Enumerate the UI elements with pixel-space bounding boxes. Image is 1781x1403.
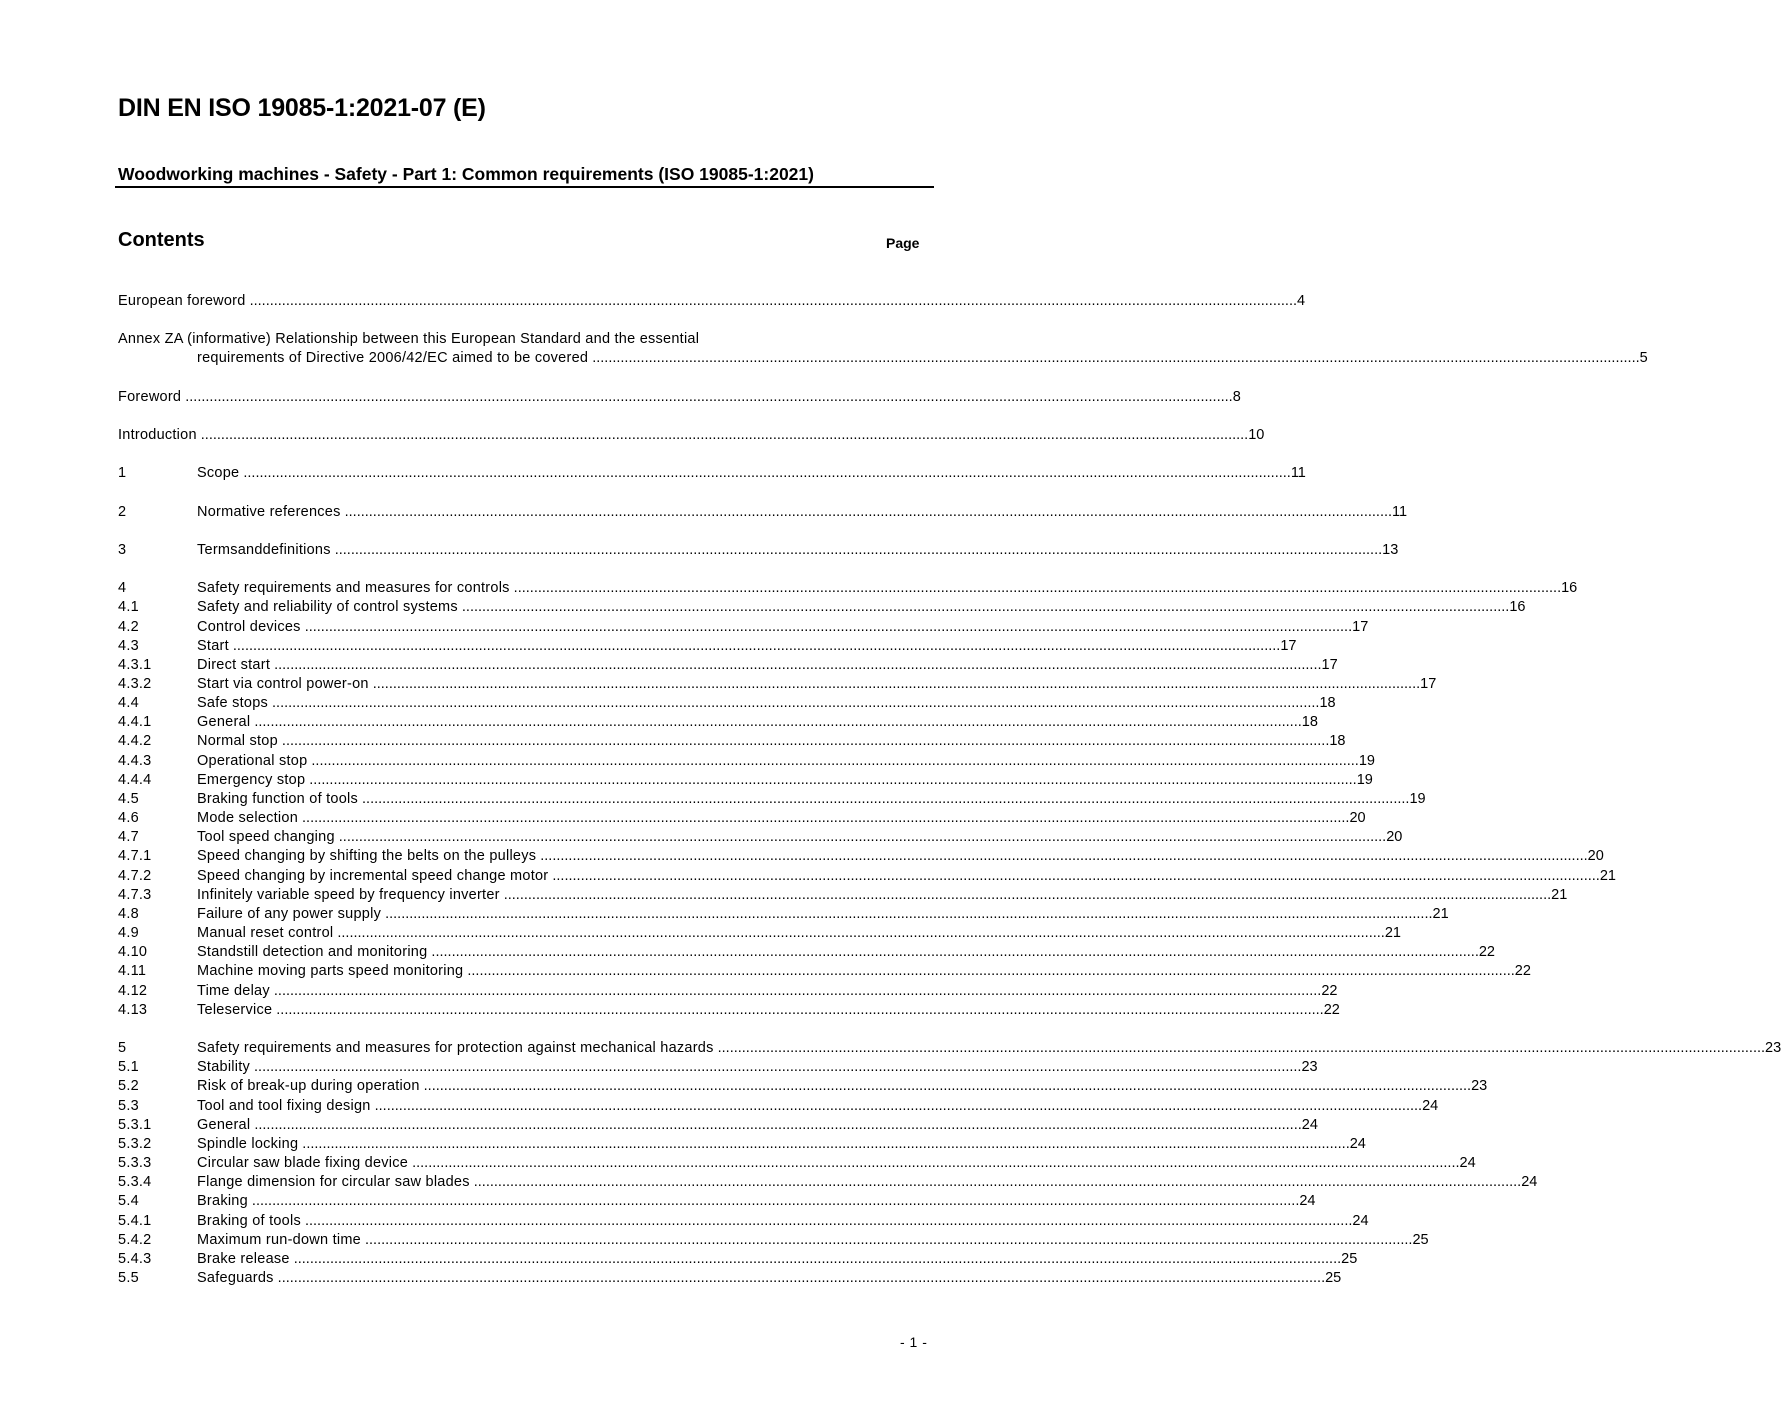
toc-entry[interactable] xyxy=(118,713,1318,732)
toc-entry-page: 16 xyxy=(1561,580,1578,596)
toc-entry-page: 21 xyxy=(1599,868,1616,884)
toc-entry-number: 4.12 xyxy=(118,983,148,999)
toc-entry-page: 24 xyxy=(1459,1155,1476,1171)
toc-entry-page: 18 xyxy=(1319,695,1336,711)
toc-entry[interactable] xyxy=(118,694,1336,713)
toc-entry-number: 4.7.3 xyxy=(118,887,152,903)
toc-entry[interactable] xyxy=(118,809,1366,828)
toc-entry-line xyxy=(118,330,921,349)
toc-entry-number: 4.7 xyxy=(118,829,139,845)
contents-heading: Contents xyxy=(118,229,205,251)
toc-entry-page: 18 xyxy=(1301,714,1318,730)
toc-entry-line xyxy=(197,503,1408,522)
toc-entry-line xyxy=(197,1212,1369,1231)
toc-entry-number: 5.5 xyxy=(118,1270,139,1286)
toc-dot-leader: .................................................................................................................................................................................................................................................................... xyxy=(592,350,1640,366)
toc-entry-title: Emergency stop xyxy=(197,771,309,790)
toc-entry-title: Failure of any power supply xyxy=(197,905,385,924)
toc-entry[interactable] xyxy=(118,292,1306,311)
toc-entry-title: Risk of break-up during operation xyxy=(197,1077,424,1096)
toc-entry-page: 21 xyxy=(1432,906,1449,922)
toc-entry-page: 25 xyxy=(1341,1251,1358,1267)
toc-entry[interactable] xyxy=(118,464,1306,483)
toc-entry[interactable] xyxy=(118,618,1369,637)
toc-dot-leader: .................................................................................................................................................................................................................................................................... xyxy=(423,1078,1472,1094)
toc-entry-line xyxy=(197,1001,1340,1020)
toc-entry-line xyxy=(197,771,1373,790)
toc-entry[interactable] xyxy=(118,943,1495,962)
toc-entry-title: Safety and reliability of control systems xyxy=(197,598,462,617)
toc-dot-leader: .................................................................................................................................................................................................................................................................... xyxy=(251,1193,1300,1209)
toc-entry-line xyxy=(197,962,1531,981)
toc-entry[interactable] xyxy=(118,1039,1781,1058)
toc-entry-number: 4.3.1 xyxy=(118,657,152,673)
toc-entry-title: Safety requirements and measures for controls xyxy=(197,579,514,598)
toc-dot-leader: .................................................................................................................................................................................................................................................................... xyxy=(372,676,1421,692)
toc-entry-line xyxy=(197,1039,1781,1058)
toc-entry-page: 5 xyxy=(1639,350,1648,366)
toc-dot-leader: .................................................................................................................................................................................................................................................................... xyxy=(717,1040,1766,1056)
toc-entry-line xyxy=(197,1135,1366,1154)
toc-entry-number: 5.3.3 xyxy=(118,1155,152,1171)
toc-entry-title: Scope xyxy=(197,464,243,483)
toc-entry-line xyxy=(197,579,1578,598)
toc-entry-title: Circular saw blade fixing device xyxy=(197,1154,412,1173)
toc-entry-title: General xyxy=(197,713,254,732)
toc-entry[interactable] xyxy=(118,579,1578,598)
toc-entry-title: European foreword xyxy=(118,292,250,311)
toc-entry[interactable] xyxy=(118,1173,1538,1192)
toc-entry[interactable] xyxy=(118,790,1426,809)
toc-entry-page: 10 xyxy=(1248,427,1265,443)
toc-entry-title: Direct start xyxy=(197,656,274,675)
toc-entry[interactable] xyxy=(118,1192,1316,1211)
toc-entry-title: Safety requirements and measures for protection against mechanical hazards xyxy=(197,1039,718,1058)
toc-entry-number: 4.7.2 xyxy=(118,868,152,884)
toc-entry-page: 19 xyxy=(1358,753,1375,769)
document-subtitle: Woodworking machines - Safety - Part 1: Common requirements (ISO 19085-1:2021) xyxy=(118,164,814,184)
toc-entry[interactable] xyxy=(118,1077,1488,1096)
toc-entry[interactable] xyxy=(118,426,1265,445)
toc-dot-leader: .................................................................................................................................................................................................................................................................... xyxy=(513,580,1562,596)
toc-entry-title: General xyxy=(197,1116,254,1135)
toc-entry-number: 5.4.2 xyxy=(118,1232,152,1248)
toc-entry-title: Maximum run-down time xyxy=(197,1231,365,1250)
toc-entry-line xyxy=(118,426,1265,445)
toc-entry[interactable] xyxy=(118,1058,1318,1077)
toc-entry-page: 24 xyxy=(1352,1213,1369,1229)
toc-dot-leader: .................................................................................................................................................................................................................................................................... xyxy=(467,963,1515,979)
toc-entry-title: Standstill detection and monitoring xyxy=(197,943,431,962)
toc-entry[interactable] xyxy=(118,675,1437,694)
toc-entry[interactable] xyxy=(118,1001,1340,1020)
toc-entry-number: 4.4.1 xyxy=(118,714,152,730)
toc-entry-line xyxy=(197,732,1346,751)
toc-dot-leader: .................................................................................................................................................................................................................................................................... xyxy=(276,1002,1324,1018)
toc-entry-number: 4.5 xyxy=(118,791,139,807)
toc-dot-leader: .................................................................................................................................................................................................................................................................... xyxy=(552,868,1600,884)
toc-entry-page: 24 xyxy=(1299,1193,1316,1209)
toc-entry-title: Teleservice xyxy=(197,1001,276,1020)
toc-entry-page: 17 xyxy=(1321,657,1338,673)
toc-entry-number: 4.4 xyxy=(118,695,139,711)
toc-entry-line xyxy=(197,828,1403,847)
toc-dot-leader: .................................................................................................................................................................................................................................................................... xyxy=(344,504,1393,520)
toc-entry-number: 5.3.2 xyxy=(118,1136,152,1152)
toc-entry-line xyxy=(197,905,1449,924)
toc-entry[interactable] xyxy=(118,771,1373,790)
toc-entry-page: 24 xyxy=(1349,1136,1366,1152)
toc-entry-title: Tool and tool fixing design xyxy=(197,1097,375,1116)
toc-entry[interactable] xyxy=(118,1154,1476,1173)
toc-entry-line xyxy=(197,982,1338,1001)
toc-dot-leader: .................................................................................................................................................................................................................................................................... xyxy=(254,1117,1302,1133)
toc-entry[interactable] xyxy=(118,598,1526,617)
toc-entry-number: 4.13 xyxy=(118,1002,148,1018)
document-title: DIN EN ISO 19085-1:2021-07 (E) xyxy=(118,94,486,122)
toc-entry-number: 5.1 xyxy=(118,1059,139,1075)
toc-entry-number: 4.4.2 xyxy=(118,733,152,749)
toc-entry-title: Normative references xyxy=(197,503,345,522)
toc-entry-number: 4.4.4 xyxy=(118,772,152,788)
toc-entry-title: Tool speed changing xyxy=(197,828,339,847)
toc-entry-page: 17 xyxy=(1420,676,1437,692)
toc-entry[interactable] xyxy=(118,1097,1439,1116)
toc-dot-leader: .................................................................................................................................................................................................................................................................... xyxy=(281,733,1330,749)
toc-entry-number: 4.3 xyxy=(118,638,139,654)
toc-entry[interactable] xyxy=(118,982,1338,1001)
toc-entry-number: 5.3 xyxy=(118,1098,139,1114)
toc-entry-page: 21 xyxy=(1551,887,1568,903)
toc-dot-leader: .................................................................................................................................................................................................................................................................... xyxy=(338,829,1387,845)
toc-dot-leader: .................................................................................................................................................................................................................................................................... xyxy=(200,427,1249,443)
toc-entry-page: 19 xyxy=(1409,791,1426,807)
toc-entry-line xyxy=(118,388,1241,407)
toc-entry-title: Control devices xyxy=(197,618,305,637)
toc-entry-title: Manual reset control xyxy=(197,924,337,943)
toc-entry-title: Brake release xyxy=(197,1250,294,1269)
toc-entry-number: 4.1 xyxy=(118,599,139,615)
toc-entry-page: 23 xyxy=(1471,1078,1488,1094)
toc-dot-leader: .................................................................................................................................................................................................................................................................... xyxy=(309,772,1357,788)
toc-entry-number: 4.4.3 xyxy=(118,753,152,769)
toc-entry[interactable] xyxy=(118,656,1338,675)
toc-entry-page: 11 xyxy=(1392,504,1408,520)
toc-entry[interactable] xyxy=(118,1212,1369,1231)
toc-entry-line xyxy=(197,464,1306,483)
toc-entry-page: 24 xyxy=(1301,1117,1318,1133)
toc-entry-title: Safe stops xyxy=(197,694,272,713)
toc-entry-line xyxy=(197,1154,1476,1173)
toc-dot-leader: .................................................................................................................................................................................................................................................................... xyxy=(503,887,1552,903)
toc-entry-number: 4.7.1 xyxy=(118,848,152,864)
toc-entry[interactable] xyxy=(118,1231,1429,1250)
toc-entry-title: Speed changing by shifting the belts on the pulleys xyxy=(197,847,540,866)
toc-dot-leader: .................................................................................................................................................................................................................................................................... xyxy=(334,542,1383,558)
toc-entry-page: 20 xyxy=(1386,829,1403,845)
toc-entry-page: 21 xyxy=(1384,925,1401,941)
toc-entry-number: 5.4.3 xyxy=(118,1251,152,1267)
toc-entry-page: 11 xyxy=(1290,465,1306,481)
toc-entry-line xyxy=(197,598,1526,617)
toc-entry[interactable] xyxy=(118,1116,1318,1135)
toc-dot-leader: .................................................................................................................................................................................................................................................................... xyxy=(540,848,1588,864)
toc-entry-title: Machine moving parts speed monitoring xyxy=(197,962,467,981)
footer-page-number: - 1 - xyxy=(900,1334,928,1350)
toc-dot-leader: .................................................................................................................................................................................................................................................................... xyxy=(293,1251,1342,1267)
toc-entry-title: Operational stop xyxy=(197,752,311,771)
toc-entry[interactable] xyxy=(118,732,1346,751)
toc-entry[interactable] xyxy=(118,962,1531,981)
toc-entry-page: 25 xyxy=(1412,1232,1429,1248)
toc-entry-number: 4.10 xyxy=(118,944,148,960)
toc-entry-line xyxy=(197,886,1568,905)
toc-entry-page: 25 xyxy=(1325,1270,1342,1286)
toc-entry-line xyxy=(197,1269,1342,1288)
toc-entry-line xyxy=(197,618,1369,637)
toc-entry-line xyxy=(197,1077,1488,1096)
toc-dot-leader: .................................................................................................................................................................................................................................................................... xyxy=(385,906,1433,922)
toc-entry-page: 19 xyxy=(1356,772,1373,788)
toc-entry-line xyxy=(197,694,1336,713)
toc-entry-title: requirements of Directive 2006/42/EC aimed to be covered xyxy=(197,349,592,368)
toc-dot-leader: .................................................................................................................................................................................................................................................................... xyxy=(272,695,1320,711)
toc-entry-page: 20 xyxy=(1349,810,1366,826)
toc-entry-title: Stability xyxy=(197,1058,254,1077)
toc-entry-page: 22 xyxy=(1514,963,1531,979)
toc-entry[interactable] xyxy=(118,541,1399,560)
toc-entry[interactable] xyxy=(118,867,1616,886)
toc-entry-line xyxy=(197,349,1648,368)
toc-entry-title: Normal stop xyxy=(197,732,282,751)
toc-dot-leader: .................................................................................................................................................................................................................................................................... xyxy=(254,714,1302,730)
toc-entry-line xyxy=(197,809,1366,828)
toc-entry-page: 18 xyxy=(1329,733,1346,749)
toc-entry-title: Mode selection xyxy=(197,809,302,828)
toc-entry[interactable] xyxy=(118,637,1297,656)
toc-entry-line xyxy=(197,1231,1429,1250)
toc-entry-line xyxy=(197,1116,1318,1135)
toc-entry-line xyxy=(197,924,1401,943)
toc-dot-leader: .................................................................................................................................................................................................................................................................... xyxy=(232,638,1281,654)
toc-entry-title: Flange dimension for circular saw blades xyxy=(197,1173,474,1192)
toc-dot-leader: .................................................................................................................................................................................................................................................................... xyxy=(374,1098,1423,1114)
toc-entry[interactable] xyxy=(118,330,921,349)
page-column-heading: Page xyxy=(886,235,920,251)
toc-dot-leader: .................................................................................................................................................................................................................................................................... xyxy=(243,465,1291,481)
toc-dot-leader: .................................................................................................................................................................................................................................................................... xyxy=(274,657,1322,673)
toc-entry-page: 22 xyxy=(1478,944,1495,960)
toc-entry-number: 2 xyxy=(118,504,127,520)
toc-entry-line xyxy=(197,541,1399,560)
toc-entry-page: 17 xyxy=(1352,619,1369,635)
toc-dot-leader: .................................................................................................................................................................................................................................................................... xyxy=(302,810,1350,826)
toc-entry-title: Introduction xyxy=(118,426,201,445)
toc-entry-line xyxy=(197,847,1604,866)
toc-entry-title: Foreword xyxy=(118,388,185,407)
toc-entry-number: 4.2 xyxy=(118,619,139,635)
toc-entry-page: 4 xyxy=(1297,293,1306,309)
title-divider xyxy=(115,186,934,188)
toc-entry-title: Spindle locking xyxy=(197,1135,302,1154)
toc-entry-line xyxy=(118,292,1306,311)
toc-entry-number: 5 xyxy=(118,1040,127,1056)
toc-entry-number: 5.4.1 xyxy=(118,1213,152,1229)
toc-entry-line xyxy=(197,1173,1538,1192)
toc-entry-title: Annex ZA (informative) Relationship between this European Standard and the essential xyxy=(118,330,703,349)
toc-entry-line xyxy=(197,656,1338,675)
toc-entry-line xyxy=(197,790,1426,809)
toc-entry-number: 4.3.2 xyxy=(118,676,152,692)
toc-entry[interactable] xyxy=(118,905,1449,924)
toc-entry[interactable] xyxy=(118,752,1375,771)
toc-entry[interactable] xyxy=(118,503,1408,522)
toc-entry-page: 24 xyxy=(1422,1098,1439,1114)
toc-entry-continuation[interactable] xyxy=(118,349,1648,368)
toc-entry-number: 4.6 xyxy=(118,810,139,826)
toc-entry-line xyxy=(197,713,1318,732)
toc-entry-number: 4.9 xyxy=(118,925,139,941)
toc-entry-title: Braking function of tools xyxy=(197,790,362,809)
toc-entry-page: 23 xyxy=(1301,1059,1318,1075)
toc-dot-leader: .................................................................................................................................................................................................................................................................... xyxy=(473,1174,1522,1190)
toc-dot-leader: .................................................................................................................................................................................................................................................................... xyxy=(304,1213,1353,1229)
toc-entry-page: 24 xyxy=(1521,1174,1538,1190)
toc-entry-number: 5.3.1 xyxy=(118,1117,152,1133)
toc-entry-line xyxy=(197,637,1297,656)
toc-entry-title: Termsanddefinitions xyxy=(197,541,335,560)
toc-entry-line xyxy=(197,1058,1318,1077)
toc-entry-page: 8 xyxy=(1232,389,1241,405)
toc-dot-leader: .................................................................................................................................................................................................................................................................... xyxy=(273,983,1322,999)
toc-entry-number: 5.3.4 xyxy=(118,1174,152,1190)
toc-entry-line xyxy=(197,1192,1316,1211)
toc-entry-line xyxy=(197,867,1616,886)
toc-entry[interactable] xyxy=(118,828,1403,847)
toc-entry[interactable] xyxy=(118,1269,1342,1288)
toc-entry-line xyxy=(197,1097,1439,1116)
toc-entry[interactable] xyxy=(118,847,1604,866)
toc-entry-page: 17 xyxy=(1280,638,1297,654)
toc-entry-line xyxy=(197,943,1495,962)
toc-entry[interactable] xyxy=(118,886,1568,905)
toc-entry-number: 4 xyxy=(118,580,127,596)
toc-dot-leader: .................................................................................................................................................................................................................................................................... xyxy=(362,791,1410,807)
toc-entry-title: Braking of tools xyxy=(197,1212,305,1231)
toc-entry-title: Safeguards xyxy=(197,1269,278,1288)
toc-entry-number: 4.8 xyxy=(118,906,139,922)
toc-entry-number: 5.4 xyxy=(118,1193,139,1209)
toc-entry-page: 22 xyxy=(1321,983,1338,999)
toc-dot-leader: .................................................................................................................................................................................................................................................................... xyxy=(249,293,1298,309)
toc-entry-title: Braking xyxy=(197,1192,252,1211)
toc-entry-line xyxy=(197,675,1437,694)
toc-entry-title: Start via control power-on xyxy=(197,675,373,694)
toc-dot-leader: .................................................................................................................................................................................................................................................................... xyxy=(461,599,1510,615)
toc-entry-page: 13 xyxy=(1382,542,1399,558)
toc-dot-leader: .................................................................................................................................................................................................................................................................... xyxy=(431,944,1479,960)
toc-entry-page: 22 xyxy=(1323,1002,1340,1018)
toc-dot-leader: .................................................................................................................................................................................................................................................................... xyxy=(277,1270,1326,1286)
toc-entry[interactable] xyxy=(118,388,1241,407)
toc-dot-leader: .................................................................................................................................................................................................................................................................... xyxy=(185,389,1233,405)
toc-dot-leader: .................................................................................................................................................................................................................................................................... xyxy=(412,1155,1460,1171)
toc-entry-number: 4.11 xyxy=(118,963,147,979)
toc-entry[interactable] xyxy=(118,1135,1366,1154)
toc-dot-leader: .................................................................................................................................................................................................................................................................... xyxy=(365,1232,1413,1248)
toc-entry-title: Time delay xyxy=(197,982,274,1001)
toc-entry-page: 23 xyxy=(1765,1040,1781,1056)
toc-entry-line xyxy=(197,1250,1358,1269)
toc-dot-leader: .................................................................................................................................................................................................................................................................... xyxy=(304,619,1353,635)
toc-dot-leader: .................................................................................................................................................................................................................................................................... xyxy=(311,753,1359,769)
toc-entry-number: 3 xyxy=(118,542,127,558)
toc-entry[interactable] xyxy=(118,1250,1358,1269)
toc-dot-leader: .................................................................................................................................................................................................................................................................... xyxy=(302,1136,1350,1152)
toc-entry-line xyxy=(197,752,1375,771)
toc-entry-page: 16 xyxy=(1509,599,1526,615)
toc-entry-title: Speed changing by incremental speed change motor xyxy=(197,867,552,886)
toc-entry-number: 5.2 xyxy=(118,1078,139,1094)
toc-dot-leader: .................................................................................................................................................................................................................................................................... xyxy=(254,1059,1302,1075)
toc-dot-leader: .................................................................................................................................................................................................................................................................... xyxy=(337,925,1385,941)
toc-entry[interactable] xyxy=(118,924,1401,943)
toc-entry-title: Start xyxy=(197,637,233,656)
toc-entry-page: 20 xyxy=(1587,848,1604,864)
toc-entry-title: Infinitely variable speed by frequency inverter xyxy=(197,886,504,905)
toc-entry-number: 1 xyxy=(118,465,127,481)
